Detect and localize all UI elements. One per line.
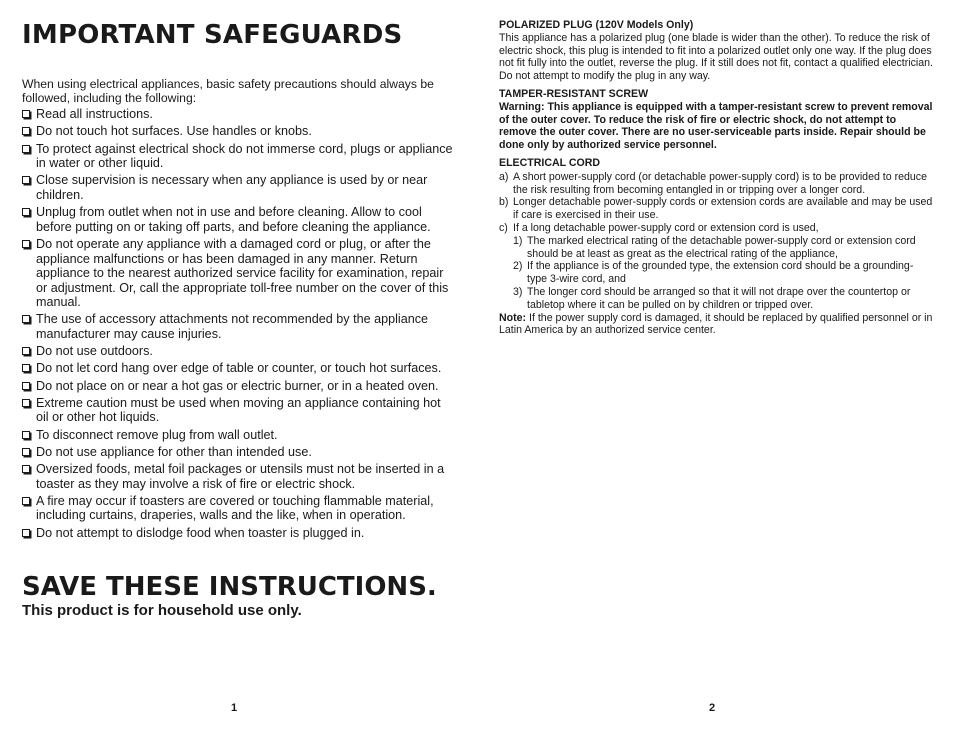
checkbox-bullet-icon bbox=[22, 208, 30, 216]
safeguard-text: Do not let cord hang over edge of table or counter, or touch hot surfaces. bbox=[36, 361, 442, 376]
cord-note bbox=[499, 312, 933, 338]
right-page bbox=[499, 19, 933, 337]
item-text: Longer detachable power-supply cords or extension cords are available and may be used if care is exercised in their use. bbox=[513, 196, 933, 222]
safeguard-text: Do not operate any appliance with a damaged cord or plug, or after the appliance malfunctions or has been damaged in any manner. Return appliance to the nearest authorized service facility for examination, repair or adjustment. Or, call the appropriate toll-free number on the cover of this manual. bbox=[36, 236, 449, 310]
safeguard-item bbox=[22, 107, 454, 122]
polarized-plug-heading: POLARIZED PLUG (120V Models Only) bbox=[499, 19, 694, 31]
safeguard-item bbox=[22, 462, 454, 491]
safeguard-text: Unplug from outlet when not in use and before cleaning. Allow to cool before putting on or taking off parts, and before cleaning the appliance. bbox=[36, 205, 431, 234]
safeguard-item bbox=[22, 445, 454, 460]
safeguard-text: Do not use outdoors. bbox=[36, 344, 153, 359]
cord-item bbox=[499, 171, 933, 197]
safeguard-item bbox=[22, 237, 454, 310]
safeguard-text: Do not place on or near a hot gas or electric burner, or in a heated oven. bbox=[36, 378, 439, 393]
checkbox-bullet-icon bbox=[22, 145, 30, 153]
safeguard-item bbox=[22, 124, 454, 139]
safeguard-item bbox=[22, 142, 454, 171]
checkbox-bullet-icon bbox=[22, 240, 30, 248]
tamper-screw-warning: Warning: This appliance is equipped with a tamper-resistant screw to prevent removal of the outer cover. To reduce the risk of fire or electric shock, do not attempt to remove the outer cover. There are no user-serviceable parts inside. Repair should be done only by authorized service personnel. bbox=[499, 100, 933, 152]
cord-item bbox=[499, 260, 933, 286]
checkbox-bullet-icon bbox=[22, 399, 30, 407]
checkbox-bullet-icon bbox=[22, 382, 30, 390]
note-text: If the power supply cord is damaged, it should be replaced by qualified personnel or in Latin America by an authorized service center. bbox=[499, 311, 933, 337]
safeguard-text: Read all instructions. bbox=[36, 107, 153, 122]
item-label: 3) bbox=[513, 285, 523, 298]
item-text: The marked electrical rating of the detachable power-supply cord or extension cord should be at least as great as the electrical rating of the appliance, bbox=[527, 234, 916, 260]
household-use-note: This product is for household use only. bbox=[22, 602, 302, 619]
checkbox-bullet-icon bbox=[22, 364, 30, 372]
safeguard-item bbox=[22, 205, 454, 234]
safeguard-text: The use of accessory attachments not recommended by the appliance manufacturer may cause injuries. bbox=[36, 312, 429, 342]
item-label: b) bbox=[499, 196, 509, 209]
safeguard-text: To disconnect remove plug from wall outlet. bbox=[36, 427, 278, 442]
intro-text: When using electrical appliances, basic safety precautions should always be followed, including the following: bbox=[22, 77, 434, 105]
safeguard-text: Do not attempt to dislodge food when toaster is plugged in. bbox=[36, 525, 365, 540]
tamper-screw-heading: TAMPER-RESISTANT SCREW bbox=[499, 87, 649, 100]
safeguard-text: Extreme caution must be used when moving an appliance containing hot oil or other hot liquids. bbox=[36, 395, 441, 425]
item-text: The longer cord should be arranged so that it will not drape over the countertop or tabletop where it can be pulled on by children or tripped over. bbox=[527, 285, 911, 311]
safeguard-item bbox=[22, 344, 454, 359]
cord-items-list bbox=[499, 171, 933, 235]
checkbox-bullet-icon bbox=[22, 347, 30, 355]
cord-item bbox=[499, 235, 933, 261]
safeguard-item bbox=[22, 173, 454, 202]
page-number-right: 2 bbox=[709, 702, 716, 714]
cord-item bbox=[499, 286, 933, 312]
item-label: c) bbox=[499, 221, 508, 234]
safeguard-item bbox=[22, 396, 454, 425]
safeguard-item bbox=[22, 494, 454, 523]
item-text: If the appliance is of the grounded type, the extension cord should be a grounding-type 3-wire cord, and bbox=[527, 260, 914, 286]
cord-item bbox=[499, 222, 933, 235]
item-text: A short power-supply cord (or detachable power-supply cord) is to be provided to reduce the risk resulting from becoming entangled in or tripping over a longer cord. bbox=[513, 170, 927, 196]
safeguard-text: Do not touch hot surfaces. Use handles or knobs. bbox=[36, 124, 312, 139]
cord-subitems-list bbox=[499, 235, 933, 312]
electrical-cord-heading: ELECTRICAL CORD bbox=[499, 156, 601, 169]
page-number-left: 1 bbox=[231, 702, 238, 714]
safeguard-item bbox=[22, 312, 454, 341]
page-title: IMPORTANT SAFEGUARDS bbox=[22, 20, 403, 50]
item-label: a) bbox=[499, 170, 509, 183]
checkbox-bullet-icon bbox=[22, 127, 30, 135]
checkbox-bullet-icon bbox=[22, 431, 30, 439]
safeguard-text: A fire may occur if toasters are covered or touching flammable material, including curtains, draperies, walls and the like, when in operation. bbox=[36, 493, 434, 523]
safeguard-text: Do not use appliance for other than intended use. bbox=[36, 444, 312, 459]
safeguard-item bbox=[22, 361, 454, 376]
safeguard-text: To protect against electrical shock do not immerse cord, plugs or appliance in water or other liquid. bbox=[36, 141, 453, 171]
checkbox-bullet-icon bbox=[22, 497, 30, 505]
checkbox-bullet-icon bbox=[22, 448, 30, 456]
checkbox-bullet-icon bbox=[22, 176, 30, 184]
polarized-plug-text: This appliance has a polarized plug (one blade is wider than the other). To reduce the risk of electric shock, this plug is intended to fit into a polarized outlet only one way. If the plug does not fit fully into the outlet, reverse the plug. If it still does not fit, contact a qualified electrician. Do not attempt to modify the plug in any way. bbox=[499, 31, 933, 83]
item-text: If a long detachable power-supply cord or extension cord is used, bbox=[513, 221, 819, 234]
safeguard-text: Oversized foods, metal foil packages or utensils must not be inserted in a toaster as they may involve a risk of fire or electric shock. bbox=[36, 461, 445, 491]
save-instructions-heading: SAVE THESE INSTRUCTIONS. bbox=[22, 572, 437, 602]
checkbox-bullet-icon bbox=[22, 110, 30, 118]
safeguard-item bbox=[22, 428, 454, 443]
item-label: 2) bbox=[513, 260, 523, 273]
cord-item bbox=[499, 196, 933, 222]
note-label: Note: bbox=[499, 311, 527, 324]
safeguard-text: Close supervision is necessary when any appliance is used by or near children. bbox=[36, 173, 428, 202]
safeguard-item bbox=[22, 379, 454, 394]
checkbox-bullet-icon bbox=[22, 529, 30, 537]
left-page bbox=[22, 18, 454, 543]
item-label: 1) bbox=[513, 234, 523, 247]
checkbox-bullet-icon bbox=[22, 465, 30, 473]
safeguard-item bbox=[22, 526, 454, 541]
checkbox-bullet-icon bbox=[22, 315, 30, 323]
safeguards-list bbox=[22, 107, 454, 540]
